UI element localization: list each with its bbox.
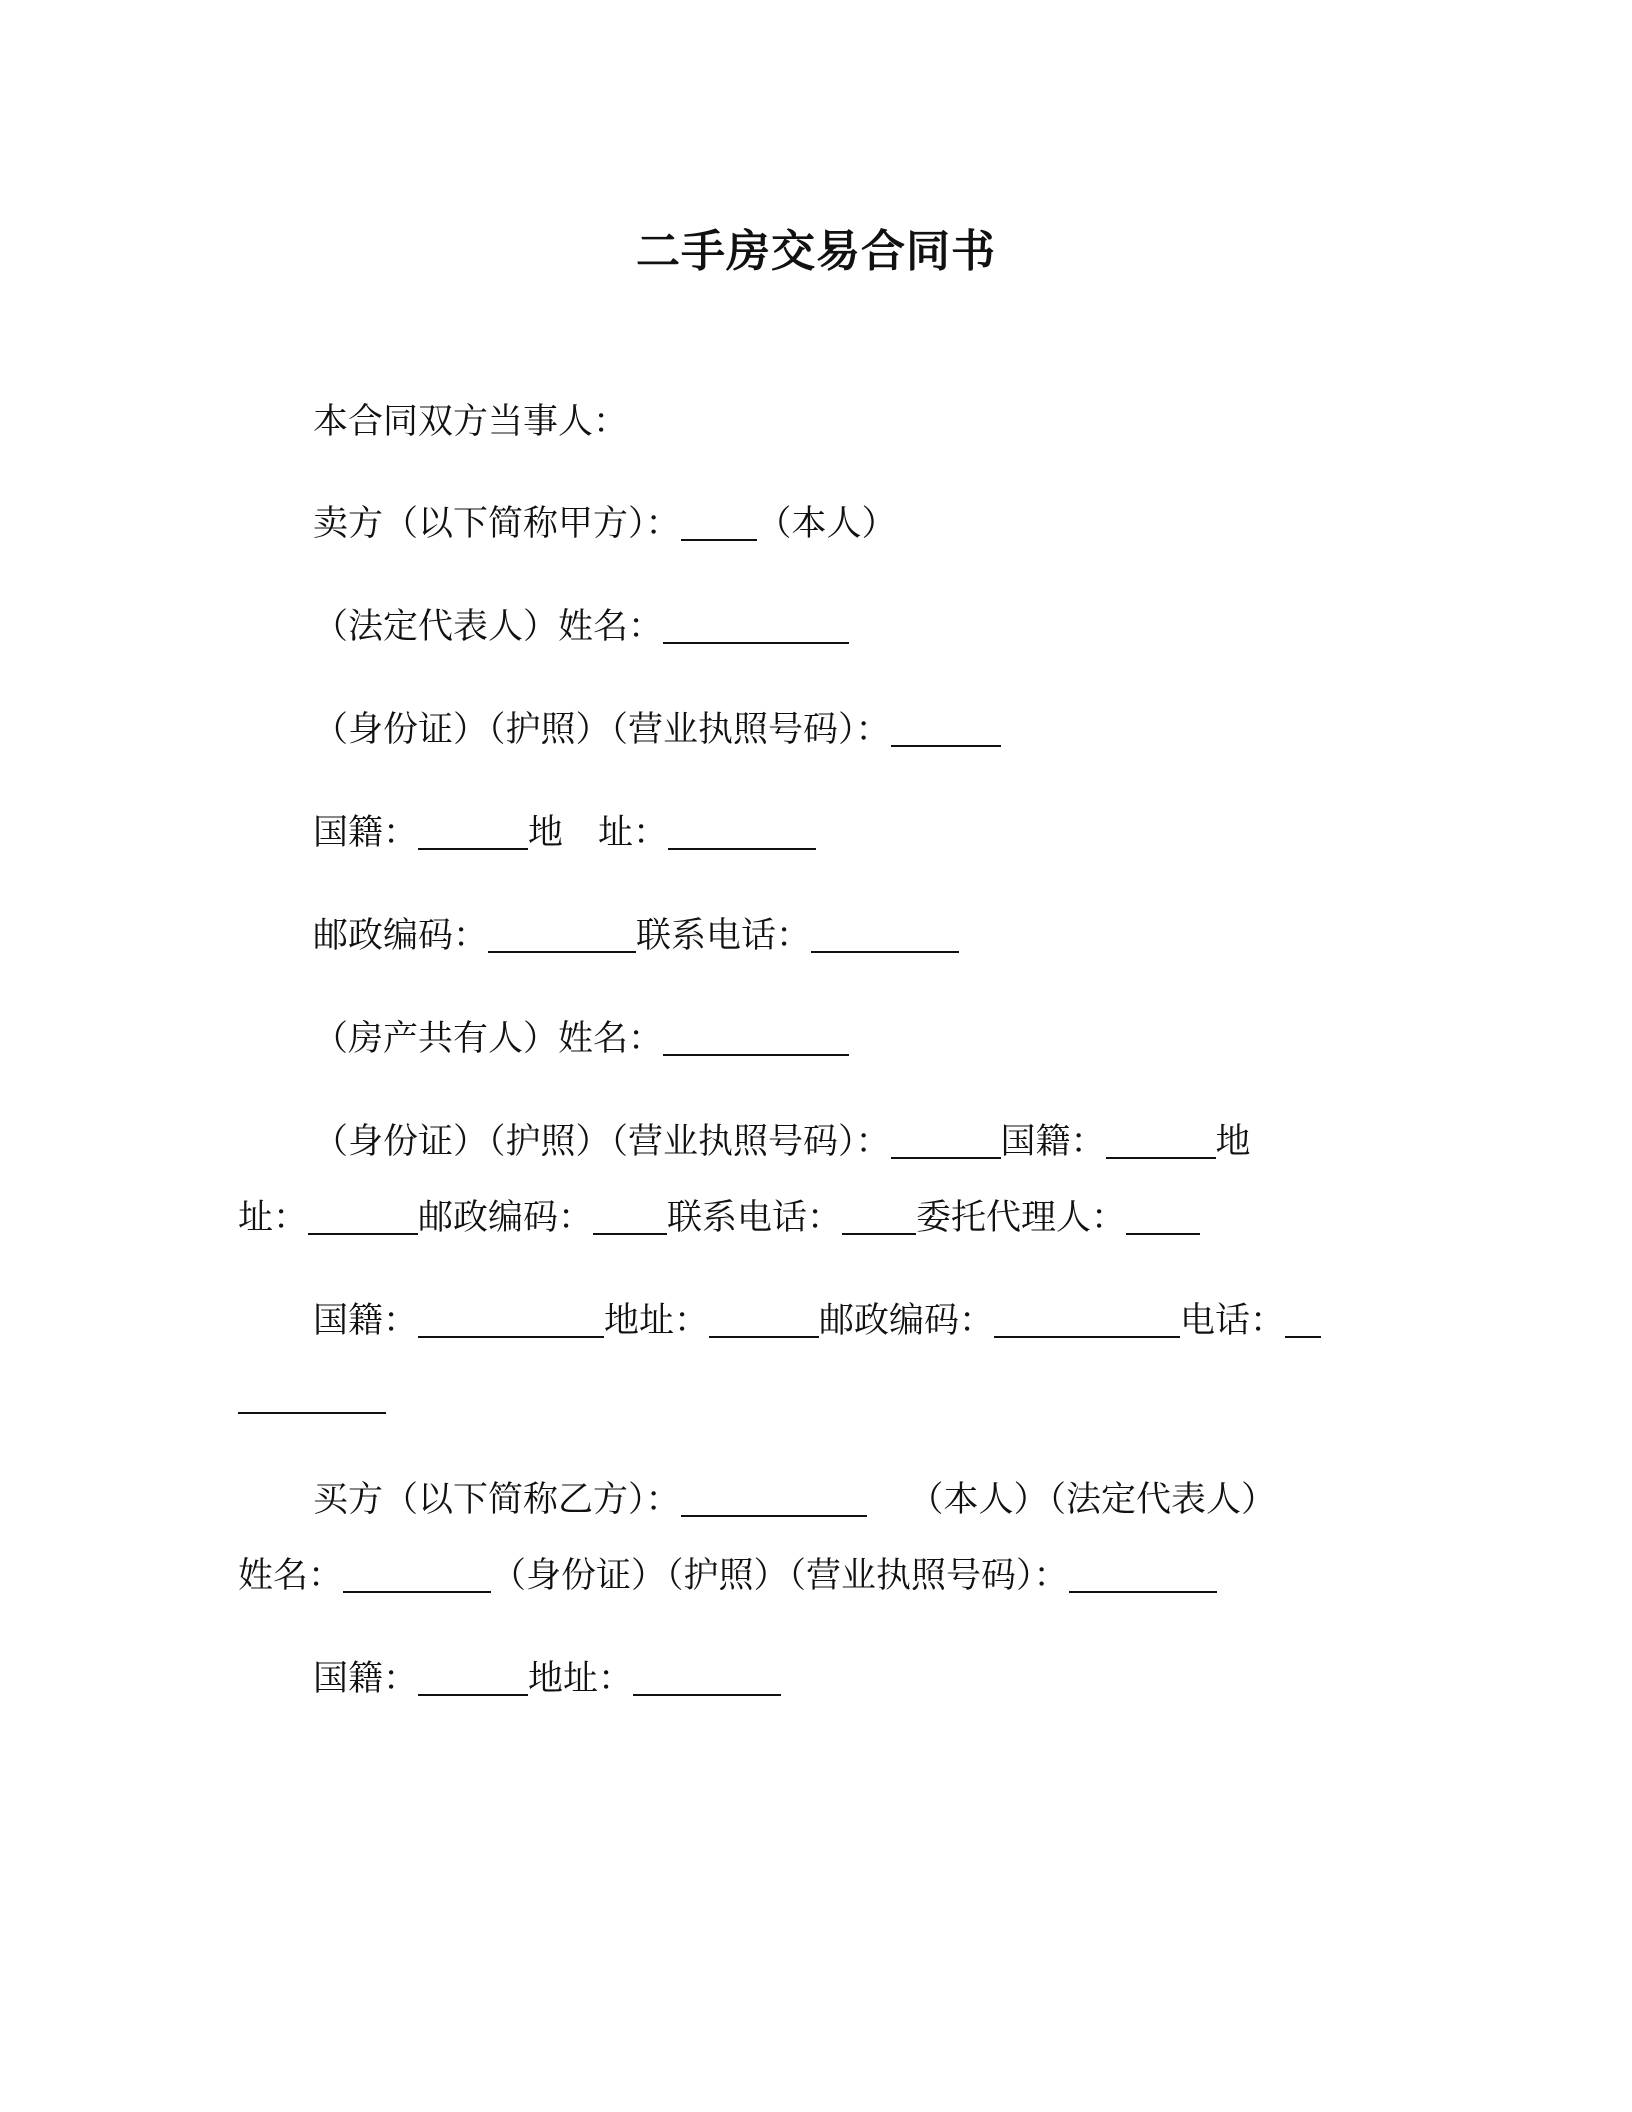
seller-nationality-label: 国籍： [313, 813, 419, 853]
seller-line-3 [313, 706, 1001, 754]
coowner-address-blank [308, 1199, 418, 1235]
coowner-id-label: （身份证）（护照）（营业执照号码）： [313, 1122, 891, 1162]
agent-phone-blank-end [238, 1378, 386, 1414]
buyer-line-3 [313, 1655, 781, 1703]
buyer-label: 买方（以下简称乙方）： [313, 1480, 681, 1520]
agent-line-1 [313, 1297, 1321, 1345]
agent-nationality-blank [418, 1302, 604, 1338]
agent-address-label: 地址： [604, 1301, 710, 1341]
seller-nationality-blank [418, 814, 528, 850]
seller-label: 卖方（以下简称甲方）： [313, 504, 681, 544]
seller-line-2 [313, 603, 849, 651]
seller-address-label: 地 址： [528, 813, 669, 853]
seller-address-blank [668, 814, 816, 850]
coowner-line-3 [238, 1194, 1200, 1242]
coowner-id-blank [891, 1123, 1001, 1159]
seller-phone-blank [811, 917, 959, 953]
agent-phone-label: 电话： [1180, 1301, 1286, 1341]
seller-self-label: （本人） [756, 504, 897, 544]
intro-text: 本合同双方当事人： [313, 402, 629, 442]
seller-line-5 [313, 912, 959, 960]
seller-rep-name-blank [663, 608, 849, 644]
coowner-agent-label: 委托代理人： [916, 1198, 1127, 1238]
seller-name-blank [681, 505, 757, 541]
agent-nationality-label: 国籍： [313, 1301, 419, 1341]
seller-line-4 [313, 809, 816, 857]
coowner-nationality-label: 国籍： [1000, 1122, 1106, 1162]
coowner-agent-blank [1126, 1199, 1200, 1235]
coowner-postcode-label: 邮政编码： [418, 1198, 594, 1238]
coowner-name-blank [663, 1020, 849, 1056]
buyer-address-blank [633, 1660, 781, 1696]
coowner-line-2 [313, 1118, 1251, 1166]
agent-postcode-blank [994, 1302, 1180, 1338]
buyer-self-rep-label: （本人）（法定代表人） [908, 1480, 1277, 1520]
coowner-postcode-blank [593, 1199, 667, 1235]
document-title: 二手房交易合同书 [636, 226, 996, 277]
coowner-address-start: 地 [1215, 1122, 1251, 1162]
agent-line-2 [238, 1373, 386, 1421]
agent-address-blank [709, 1302, 819, 1338]
buyer-address-label: 地址： [528, 1659, 634, 1699]
coowner-phone-blank [842, 1199, 916, 1235]
intro-line [313, 398, 628, 446]
buyer-id-label: （身份证）（护照）（营业执照号码）： [491, 1556, 1069, 1596]
buyer-nationality-label: 国籍： [313, 1659, 419, 1699]
buyer-nationality-blank [418, 1660, 528, 1696]
coowner-line-1 [313, 1015, 849, 1063]
coowner-phone-label: 联系电话： [667, 1198, 843, 1238]
agent-postcode-label: 邮政编码： [819, 1301, 995, 1341]
agent-phone-blank-start [1285, 1302, 1321, 1338]
seller-phone-label: 联系电话： [636, 916, 812, 956]
seller-line-1 [313, 500, 897, 548]
buyer-name-label: 姓名： [238, 1556, 344, 1596]
buyer-name-blank [681, 1481, 867, 1517]
seller-id-blank [891, 711, 1001, 747]
buyer-id-blank [1069, 1557, 1217, 1593]
buyer-rep-name-blank [343, 1557, 491, 1593]
seller-postcode-label: 邮政编码： [313, 916, 489, 956]
seller-postcode-blank [488, 917, 636, 953]
seller-rep-label: （法定代表人）姓名： [313, 607, 664, 647]
coowner-nationality-blank [1106, 1123, 1216, 1159]
coowner-label: （房产共有人）姓名： [313, 1019, 664, 1059]
buyer-line-2 [238, 1552, 1217, 1600]
seller-id-label: （身份证）（护照）（营业执照号码）： [313, 710, 891, 750]
coowner-address-end: 址： [238, 1198, 309, 1238]
buyer-line-1 [313, 1476, 1276, 1524]
